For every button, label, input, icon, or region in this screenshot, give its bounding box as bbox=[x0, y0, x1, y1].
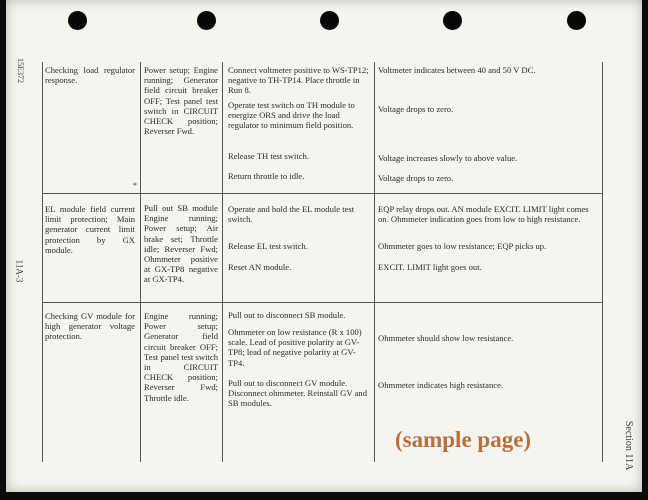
asterisk-mark: * bbox=[133, 181, 137, 190]
row2-step3-action: Reset AN module. bbox=[228, 262, 292, 272]
table-column-divider bbox=[374, 62, 375, 462]
section-label: Section 11A bbox=[623, 420, 635, 471]
row1-step2-result: Voltage drops to zero. bbox=[378, 104, 454, 114]
binder-hole bbox=[320, 11, 339, 30]
row2-setup: Pull out SB module Engine running; Power setup; Air brake set; Throttle idle; Reverser Fwd; Ohmmeter positive at GX-TP8 negative at GX-TP4. bbox=[144, 203, 218, 285]
table-column-divider bbox=[140, 62, 141, 462]
row1-step3-result: Voltage increases slowly to above value. bbox=[378, 153, 518, 163]
row3-step2-action: Ohmmeter on low resistance (R x 100) scale. Lead of positive polarity at GV-TP8; lead of negative polarity at GV-TP4. bbox=[228, 327, 362, 368]
row2-step2-action: Release EL test switch. bbox=[228, 241, 308, 251]
row1-step1-result: Voltmeter indicates between 40 and 50 V DC. bbox=[378, 65, 536, 75]
binder-hole bbox=[567, 11, 586, 30]
binder-hole bbox=[443, 11, 462, 30]
row3-step2-result: Ohmmeter should show low resistance. bbox=[378, 333, 514, 343]
table-border bbox=[602, 62, 603, 462]
sample-page-watermark: (sample page) bbox=[395, 427, 532, 452]
table-column-divider bbox=[222, 62, 223, 462]
page-id: 11A-3 bbox=[14, 259, 25, 283]
row2-step2-result: Ohmmeter goes to low resistance; EQP picks up. bbox=[378, 241, 547, 251]
row3-check: Checking GV module for high generator voltage protection. bbox=[45, 311, 135, 342]
row3-setup: Engine running; Power setup; Generator field circuit breaker OFF; Test panel test switch in CIRCUIT CHECK position; Reverser Fwd; Throttle idle. bbox=[144, 311, 218, 403]
row1-step2-action: Operate test switch on TH module to energize ORS and drive the load regulator to minimum field position. bbox=[228, 100, 355, 131]
table-row-divider bbox=[42, 193, 603, 194]
row1-step3-action: Release TH test switch. bbox=[228, 151, 309, 161]
row1-step4-action: Return throttle to idle. bbox=[228, 171, 305, 181]
row2-step1-result: EQP relay drops out. AN module EXCIT. LIMIT light comes on. Ohmmeter indication goes from low to high resistance. bbox=[378, 204, 589, 225]
row2-check: EL module field current limit protection; Main generator current limit protection by GX module. bbox=[45, 204, 135, 255]
table-row-divider bbox=[42, 302, 603, 303]
document-number: 15E372 bbox=[15, 58, 25, 83]
row1-step4-result: Voltage drops to zero. bbox=[378, 173, 454, 183]
row1-check: Checking load regulator response. bbox=[45, 65, 135, 86]
row2-step1-action: Operate and hold the EL module test switch. bbox=[228, 204, 355, 225]
binder-hole bbox=[68, 11, 87, 30]
manual-page bbox=[6, 0, 642, 492]
row3-step3-action: Pull out to disconnect GV module. Disconnect ohmmeter. Reinstall GV and SB modules. bbox=[228, 378, 367, 409]
row2-step3-result: EXCIT. LIMIT light goes out. bbox=[378, 262, 482, 272]
table-border bbox=[42, 62, 43, 462]
row1-setup: Power setup; Engine running; Generator field circuit breaker OFF; Test panel test switch in CIRCUIT CHECK position; Reverser Fwd. bbox=[144, 65, 218, 137]
row3-step1-action: Pull out to disconnect SB module. bbox=[228, 310, 346, 320]
row3-step3-result: Ohmmeter indicates high resistance. bbox=[378, 380, 504, 390]
row1-step1-action: Connect voltmeter positive to WS-TP12; negative to TH-TP14. Place throttle in Run 8. bbox=[228, 65, 369, 96]
binder-hole bbox=[197, 11, 216, 30]
